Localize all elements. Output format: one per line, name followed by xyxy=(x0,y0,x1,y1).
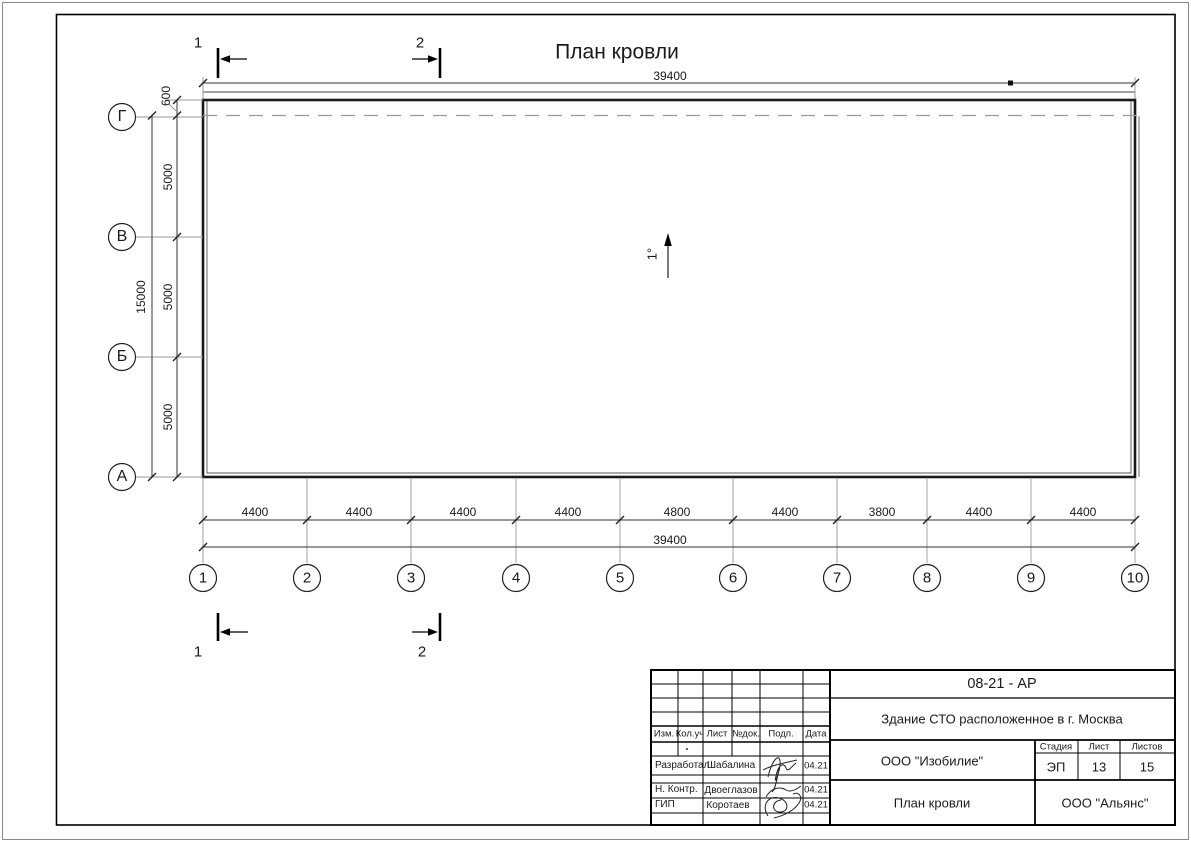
sheet-number: 13 xyxy=(1091,759,1107,775)
section-label-2-top: 2 xyxy=(415,34,425,52)
section-label-1-bottom: 1 xyxy=(193,643,203,661)
section-label-2-bottom: 2 xyxy=(417,643,427,661)
drawing-title: План кровли xyxy=(555,40,679,64)
col-header-ndok: №док. xyxy=(732,728,760,740)
sheets-total: 15 xyxy=(1139,759,1155,775)
col-header-podp: Подп. xyxy=(768,728,794,740)
dimension-ticks xyxy=(148,79,1139,551)
grid-col-label: 2 xyxy=(302,569,312,587)
project-name: Здание СТО расположенное в г. Москва xyxy=(881,711,1123,727)
dim-bottom-total: 39400 xyxy=(653,533,687,547)
company-name: ООО "Альянс" xyxy=(1061,795,1149,811)
dim-bottom-seg: 4400 xyxy=(449,505,477,519)
grid-row-label: Г xyxy=(117,108,127,125)
dim-bottom-seg: 4400 xyxy=(554,505,582,519)
section-cut-markers xyxy=(218,48,440,641)
section-label-1-top: 1 xyxy=(193,34,203,52)
date-ncontrol: 04.21 xyxy=(804,784,828,796)
col-header-koluch: Кол.уч xyxy=(675,728,705,740)
stage-value: ЭП xyxy=(1046,759,1066,775)
sheet-header: Лист xyxy=(1088,741,1110,753)
grid-col-label: 1 xyxy=(198,569,208,587)
dim-bottom-seg: 3800 xyxy=(868,505,896,519)
sheet-name: План кровли xyxy=(893,795,971,811)
dim-bottom-seg: 4800 xyxy=(663,505,691,519)
grid-col-label: 8 xyxy=(922,569,932,587)
dim-bottom-seg: 4400 xyxy=(345,505,373,519)
role-gip: ГИП xyxy=(655,799,675,810)
col-header-list: Лист xyxy=(706,728,728,740)
document-code: 08-21 - АР xyxy=(967,675,1037,692)
grid-col-label: 4 xyxy=(511,569,521,587)
dim-left-seg: 5000 xyxy=(161,403,175,431)
date-developer: 04.21 xyxy=(804,760,828,772)
grid-col-label: 7 xyxy=(832,569,842,587)
grid-col-label: 5 xyxy=(615,569,625,587)
slope-label: 1° xyxy=(644,247,660,261)
dim-bottom-seg: 4400 xyxy=(1069,505,1097,519)
col-header-izm: Изм. xyxy=(653,728,675,740)
grid-col-label: 10 xyxy=(1126,569,1144,587)
col-header-data: Дата xyxy=(805,728,827,740)
grid-row-label: В xyxy=(116,228,128,245)
grid-row-label: Б xyxy=(116,348,128,365)
dim-left-seg: 5000 xyxy=(161,283,175,311)
role-ncontrol: Н. Контр. xyxy=(655,784,698,795)
dim-left-seg: 5000 xyxy=(161,163,175,191)
dim-left-total: 15000 xyxy=(134,280,148,314)
date-gip: 04.21 xyxy=(804,799,828,811)
grid-col-label: 6 xyxy=(728,569,738,587)
grid-row-label: А xyxy=(116,468,128,485)
dim-bottom-seg: 4400 xyxy=(771,505,799,519)
slope-arrow xyxy=(664,233,672,278)
name-gip: Коротаев xyxy=(706,800,750,811)
organization-name: ООО "Изобилие" xyxy=(880,753,984,769)
grid-col-label: 9 xyxy=(1026,569,1036,587)
grid-col-label: 3 xyxy=(406,569,416,587)
dim-bottom-seg: 4400 xyxy=(241,505,269,519)
roof-outline xyxy=(203,92,1139,477)
stage-header: Стадия xyxy=(1039,741,1073,753)
extension-lines xyxy=(135,77,1135,563)
role-developer: Разработал xyxy=(655,760,710,771)
drawing-frame xyxy=(57,15,1176,826)
dim-bottom-seg: 4400 xyxy=(965,505,993,519)
title-block-dot xyxy=(686,748,688,750)
signatures xyxy=(763,758,801,818)
name-ncontrol: Двоеглазов xyxy=(704,785,758,796)
dim-overhang: 600 xyxy=(159,85,173,107)
sheets-header: Листов xyxy=(1131,741,1163,753)
name-developer: Шабалина xyxy=(706,760,756,771)
dim-top-total: 39400 xyxy=(653,69,687,83)
dimension-point-marker xyxy=(1008,81,1013,86)
